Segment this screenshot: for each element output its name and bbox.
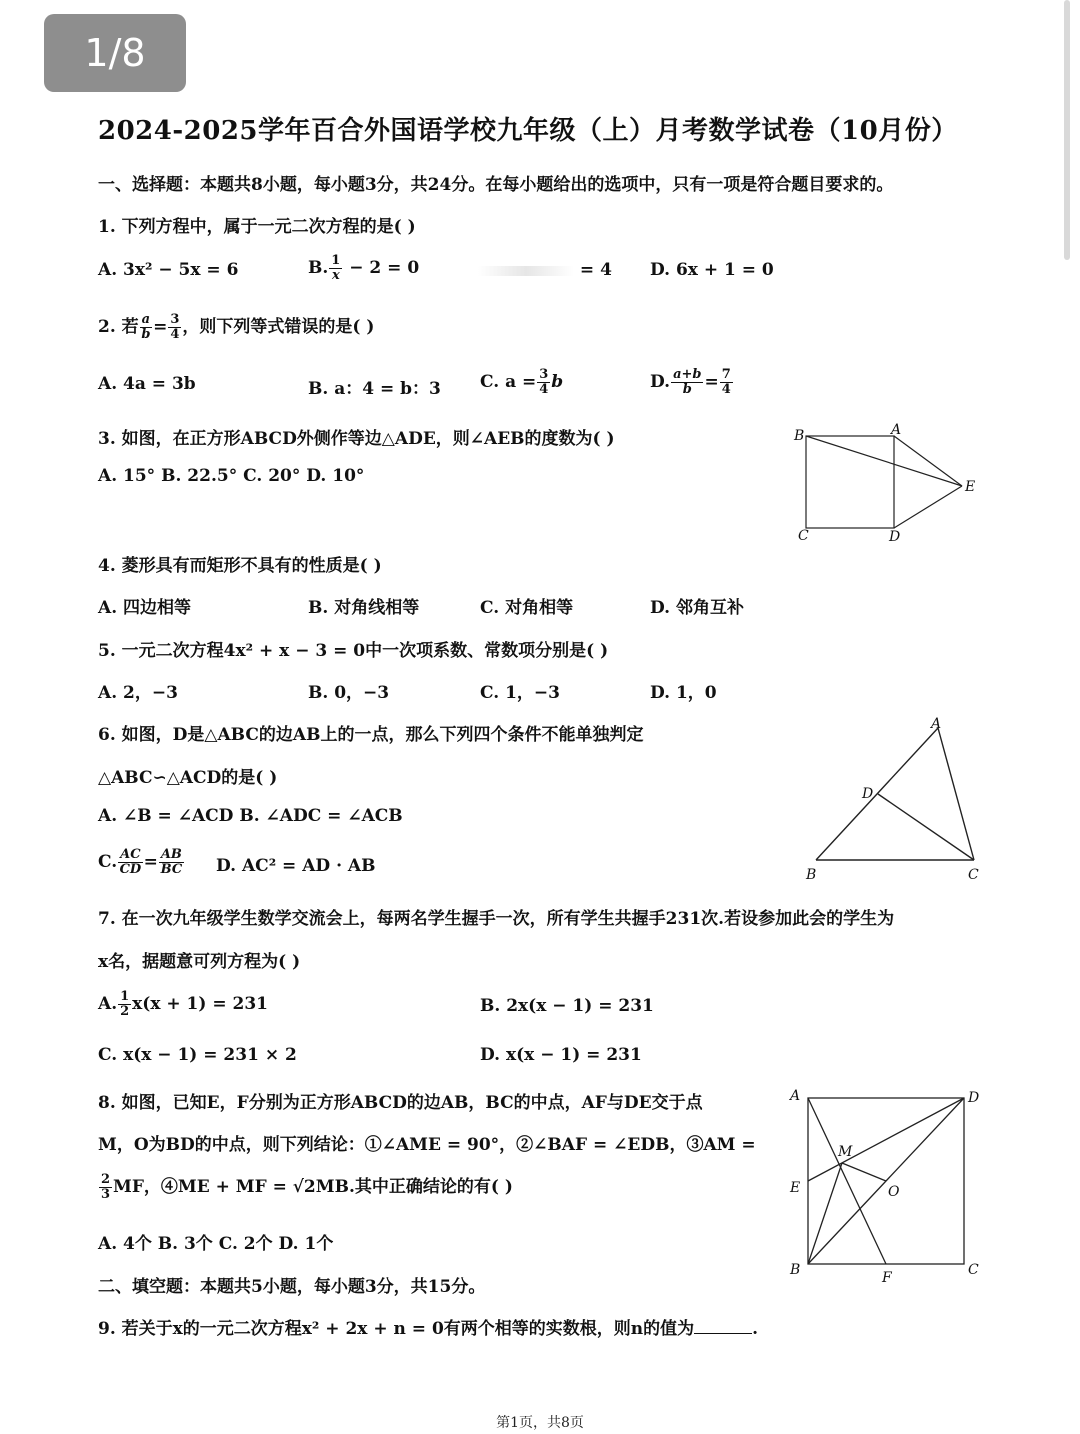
- q6-c-fraction1: [118, 848, 142, 877]
- q2-d-n: a+b: [673, 367, 702, 382]
- section-2-heading: 二、填空题：本题共5小题，每小题3分，共15分。: [98, 1277, 486, 1297]
- q3-segment-de: [894, 486, 962, 528]
- q3-label-c: C: [798, 528, 809, 544]
- q2-d-fraction: [671, 368, 703, 397]
- q8-label-f: F: [882, 1270, 892, 1286]
- q6-option-c: [98, 848, 185, 877]
- q7-a-d: 2: [120, 1004, 130, 1019]
- question-8-stem-line2: M，O为BD的中点，则下列结论：①∠AME = 90°，②∠BAF = ∠EDB，③AM =: [98, 1135, 756, 1155]
- q3-options: A. 15° B. 22.5° C. 20° D. 10°: [98, 466, 365, 486]
- q3-label-e: E: [965, 479, 976, 495]
- question-9-stem: [98, 1314, 758, 1339]
- q3-square-triangle-figure: [788, 422, 988, 550]
- q8-label-o: O: [888, 1184, 900, 1200]
- q8-segment-mo: [842, 1163, 886, 1181]
- q8-stem3: MF，④ME + MF = √2MB.其中正确结论的有( ): [113, 1177, 513, 1197]
- q2-option-d: [650, 368, 734, 397]
- q4-option-c: C. 对角相等: [480, 598, 574, 618]
- question-4-stem: 4. 菱形具有而矩形不具有的性质是( ): [98, 556, 382, 576]
- q6-label-c: C: [968, 867, 979, 883]
- q7-a-pre: A.: [98, 994, 118, 1014]
- q7-option-c: C. x(x − 1) = 231 × 2: [98, 1045, 297, 1065]
- q2-d-d: b: [682, 382, 692, 397]
- q6-c-fraction2: [159, 848, 184, 877]
- question-7-stem-line1: 7. 在一次九年级学生数学交流会上，每两名学生握手一次，所有学生共握手231次.若设参加此会的学生为: [98, 909, 895, 929]
- q7-a-n: 1: [120, 989, 130, 1004]
- q4-option-d: D. 邻角互补: [650, 598, 744, 618]
- q2-gn: 3: [170, 312, 180, 327]
- q3-label-d: D: [889, 529, 901, 545]
- q8-options: A. 4个 B. 3个 C. 2个 D. 1个: [98, 1234, 334, 1254]
- q6-label-a: A: [931, 716, 942, 732]
- question-8-stem-line3: [98, 1172, 513, 1202]
- q6-c-n2: AB: [160, 847, 182, 862]
- q2-d-fraction2: [720, 368, 733, 397]
- question-7-stem-line2: x名，据题意可列方程为( ): [98, 952, 301, 972]
- q7-option-d: D. x(x − 1) = 231: [480, 1045, 642, 1065]
- q2-fraction-34: [168, 313, 181, 342]
- q2-d-mid: =: [704, 372, 719, 392]
- q3-label-b: B: [794, 428, 805, 444]
- q7-a-fraction: [118, 990, 131, 1019]
- q2-c-n: 3: [539, 367, 549, 382]
- q6-options-ab: A. ∠B = ∠ACD B. ∠ADC = ∠ACB: [98, 806, 403, 826]
- q6-label-d: D: [862, 786, 874, 802]
- q2-gd: 4: [170, 327, 180, 342]
- question-6-stem-line2: △ABC∽△ACD的是( ): [98, 768, 278, 788]
- exam-title: 2024-2025学年百合外国语学校九年级（上）月考数学试卷（10月份）: [98, 116, 958, 146]
- q5-option-a: A. 2，−3: [98, 683, 178, 703]
- q4-option-b: B. 对角线相等: [308, 598, 420, 618]
- q3-label-a: A: [891, 422, 902, 438]
- q9-answer-blank: [694, 1333, 752, 1334]
- q6-option-d: D. AC² = AD · AB: [216, 856, 376, 876]
- q8-square-figure: [782, 1082, 988, 1288]
- q8-s3-n: 2: [101, 1172, 111, 1187]
- q1-option-d: D. 6x + 1 = 0: [650, 260, 774, 280]
- q1-b-post: − 2 = 0: [349, 258, 420, 278]
- q2-c-pre: C. a =: [480, 372, 537, 392]
- section-1-heading: 一、选择题：本题共8小题，每小题3分，共24分。在每小题给出的选项中，只有一项是符合题目要求的。: [98, 175, 894, 195]
- q6-segment-ac: [938, 728, 974, 860]
- q1-c-tail: = 4: [579, 260, 612, 280]
- q2-d-d2: 4: [721, 382, 731, 397]
- q1-b-prefix: B.: [308, 258, 329, 278]
- q2-c-fraction: [537, 368, 550, 397]
- q8-label-e: E: [790, 1180, 801, 1196]
- q8-label-c: C: [968, 1262, 979, 1278]
- q2-fd: b: [141, 327, 151, 342]
- q3-segment-be: [806, 436, 962, 486]
- q2-d-pre: D.: [650, 372, 671, 392]
- q2-fraction-ab: [140, 313, 152, 342]
- q6-label-b: B: [806, 867, 817, 883]
- question-8-stem-line1: 8. 如图，已知E，F分别为正方形ABCD的边AB，BC的中点，AF与DE交于点: [98, 1093, 703, 1113]
- q7-option-b: B. 2x(x − 1) = 231: [480, 996, 654, 1016]
- question-5-stem: 5. 一元二次方程4x² + x − 3 = 0中一次项系数、常数项分别是( ): [98, 641, 609, 661]
- question-1-stem: 1. 下列方程中，属于一元二次方程的是( ): [98, 217, 416, 237]
- question-2-stem: [98, 312, 374, 342]
- q2-option-b: B. a：4 = b：3: [308, 379, 441, 399]
- q2-option-c: [480, 368, 563, 397]
- q1-b-den: x: [331, 268, 340, 283]
- q8-fraction: [99, 1173, 112, 1202]
- q6-c-pre: C.: [98, 852, 118, 872]
- q2-c-post: b: [551, 372, 564, 392]
- q9-pre: 9. 若关于x的一元二次方程x² + 2x + n = 0有两个相等的实数根，则n的值为: [98, 1319, 695, 1339]
- q3-segment-ae: [894, 436, 962, 486]
- q2-option-a: A. 4a = 3b: [98, 374, 196, 394]
- q1-option-c: [478, 260, 612, 280]
- q8-label-a: A: [790, 1088, 801, 1104]
- page-footer: 第1页，共8页: [496, 1415, 584, 1431]
- scrollbar[interactable]: [1064, 0, 1070, 260]
- q5-option-b: B. 0，−3: [308, 683, 390, 703]
- q2-fn: a: [141, 312, 151, 327]
- q7-a-post: x(x + 1) = 231: [132, 994, 268, 1014]
- q6-c-d: CD: [119, 862, 142, 877]
- q1-b-fraction: [329, 254, 342, 283]
- q6-c-d2: BC: [160, 862, 183, 877]
- q9-post: .: [752, 1319, 759, 1339]
- q8-s3-d: 3: [101, 1187, 111, 1202]
- q2-pre: 2. 若: [98, 317, 139, 337]
- q6-c-mid: =: [143, 852, 158, 872]
- page-counter-badge: 1/8: [44, 14, 186, 92]
- q8-label-d: D: [968, 1090, 980, 1106]
- q2-c-d: 4: [539, 382, 549, 397]
- q5-option-c: C. 1，−3: [480, 683, 560, 703]
- q1-b-num: 1: [331, 253, 341, 268]
- q1-option-a: A. 3x² − 5x = 6: [98, 260, 239, 280]
- q2-mid: =: [153, 317, 168, 337]
- blurred-region: [478, 266, 574, 276]
- q1-option-b: [308, 254, 419, 283]
- q2-d-n2: 7: [721, 367, 731, 382]
- q7-option-a: [98, 990, 268, 1019]
- q6-triangle-figure: [800, 712, 990, 888]
- q8-label-m: M: [838, 1144, 853, 1160]
- q8-segment-af: [808, 1098, 886, 1264]
- q8-label-b: B: [790, 1262, 801, 1278]
- question-3-stem: 3. 如图，在正方形ABCD外侧作等边△ADE，则∠AEB的度数为( ): [98, 429, 615, 449]
- q6-c-n: AC: [120, 847, 141, 862]
- q2-post: ，则下列等式错误的是( ): [182, 317, 375, 337]
- q5-option-d: D. 1，0: [650, 683, 717, 703]
- q6-segment-dc: [878, 794, 974, 860]
- q6-segment-ab: [816, 728, 938, 860]
- question-6-stem-line1: 6. 如图，D是△ABC的边AB上的一点，那么下列四个条件不能单独判定: [98, 725, 644, 745]
- q8-segment-de: [808, 1098, 964, 1181]
- q4-option-a: A. 四边相等: [98, 598, 192, 618]
